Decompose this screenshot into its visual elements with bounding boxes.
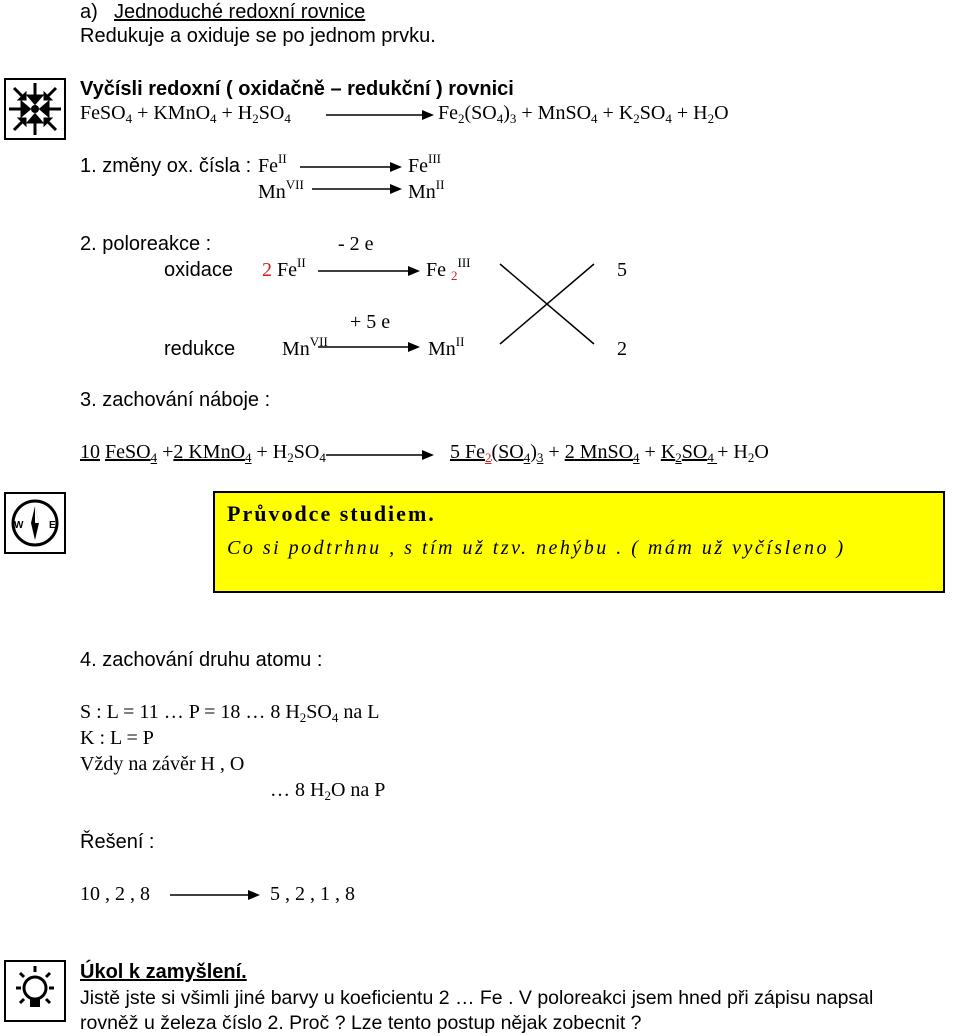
step1-fe-left: $Fe^{II}$: [258, 151, 287, 177]
solution-label: Řešení :: [80, 831, 155, 853]
task-title: Vyčísli redoxní ( oxidačně – redukční ) rovnici: [80, 78, 514, 100]
callout-text: Co si podtrhnu , s tím už tzv. nehýbu . ( mám už vyčísleno ): [227, 537, 846, 559]
step4-label: 4. zachování druhu atomu :: [80, 649, 323, 671]
step2-red-factor: 2: [617, 338, 627, 360]
task-arrow: [326, 108, 436, 122]
step2-ox-label: oxidace: [164, 259, 233, 281]
svg-text:W: W: [14, 520, 24, 531]
step2-label: 2. poloreakce :: [80, 233, 212, 255]
step2-red-arrow: [318, 340, 422, 354]
cross-multiply-lines: [498, 262, 598, 348]
step1-fe-right: $Fe^{III}$: [408, 151, 441, 177]
step2-ox-electrons: - 2 e: [338, 233, 374, 255]
step3-equation-right: 5 $Fe_2(SO_4)_3 + 2$ MnSO$_4$ + $K_2SO_4 + H_2O$: [450, 441, 769, 465]
svg-text:E: E: [49, 520, 56, 531]
step4-line4: … 8 $H_2O$ na P: [270, 779, 386, 803]
compass-icon: [4, 492, 66, 554]
callout-title: Průvodce studiem.: [227, 501, 436, 526]
step4-line2: K : L = P: [80, 727, 154, 749]
step4-line1: S : L = 11 … P = 18 … 8 $H_2SO_4$ na L: [80, 701, 380, 725]
step2-ox-arrow: [318, 264, 422, 278]
section-marker: a): [80, 1, 98, 23]
step2-red-label: redukce: [164, 338, 236, 360]
step1-arrow-mn: [312, 182, 404, 196]
section-title: Jednoduché redoxní rovnice: [114, 1, 366, 23]
task-equation-right: $Fe_2(SO_4)_3$ + MnSO$_4$ + $K_2SO_4 + H_2O$: [438, 102, 729, 126]
step3-label: 3. zachování náboje :: [80, 389, 271, 411]
step3-arrow: [326, 448, 436, 462]
step2-red-electrons: + 5 e: [350, 311, 391, 333]
key-concept-icon: [4, 78, 66, 140]
lightbulb-icon: [4, 960, 66, 1022]
step4-line3: Vždy na závěr H , O: [80, 753, 245, 775]
reflection-title: Úkol k zamyšlení.: [80, 961, 247, 983]
step1-arrow-fe: [300, 160, 404, 174]
section-subtitle: Redukuje a oxiduje se po jednom prvku.: [80, 25, 436, 47]
step3-equation-left: 10 FeSO$_4$ +2 KMnO$_4$ + $H_2SO_4$: [80, 441, 326, 465]
step1-mn-left: $Mn^{VII}$: [258, 177, 304, 203]
step2-ox-factor: 5: [617, 259, 627, 281]
solution-left: 10 , 2 , 8: [80, 883, 150, 905]
step1-mn-right: $Mn^{II}$: [408, 177, 445, 203]
step1-label: 1. změny ox. čísla :: [80, 155, 252, 177]
solution-right: 5 , 2 , 1 , 8: [270, 883, 355, 905]
step2-ox-right: Fe $_2^{III}$: [426, 255, 471, 283]
solution-arrow: [170, 888, 262, 902]
reflection-line1: Jistě jste si všimli jiné barvy u koeficientu 2 … Fe . V poloreakci jsem hned při zápisu napsal: [80, 987, 874, 1009]
step2-red-left: $Mn^{VII}$: [282, 334, 328, 360]
study-guide-callout: [213, 491, 945, 593]
task-equation-left: FeSO$_4$ + KMnO$_4$ + $H_2SO_4$: [80, 102, 291, 126]
step2-ox-left: 2 $Fe^{II}$: [262, 255, 306, 281]
step2-red-right: $Mn^{II}$: [428, 334, 465, 360]
reflection-line2: rovněž u železa číslo 2. Proč ? Lze tento postup nějak zobecnit ?: [80, 1012, 642, 1034]
